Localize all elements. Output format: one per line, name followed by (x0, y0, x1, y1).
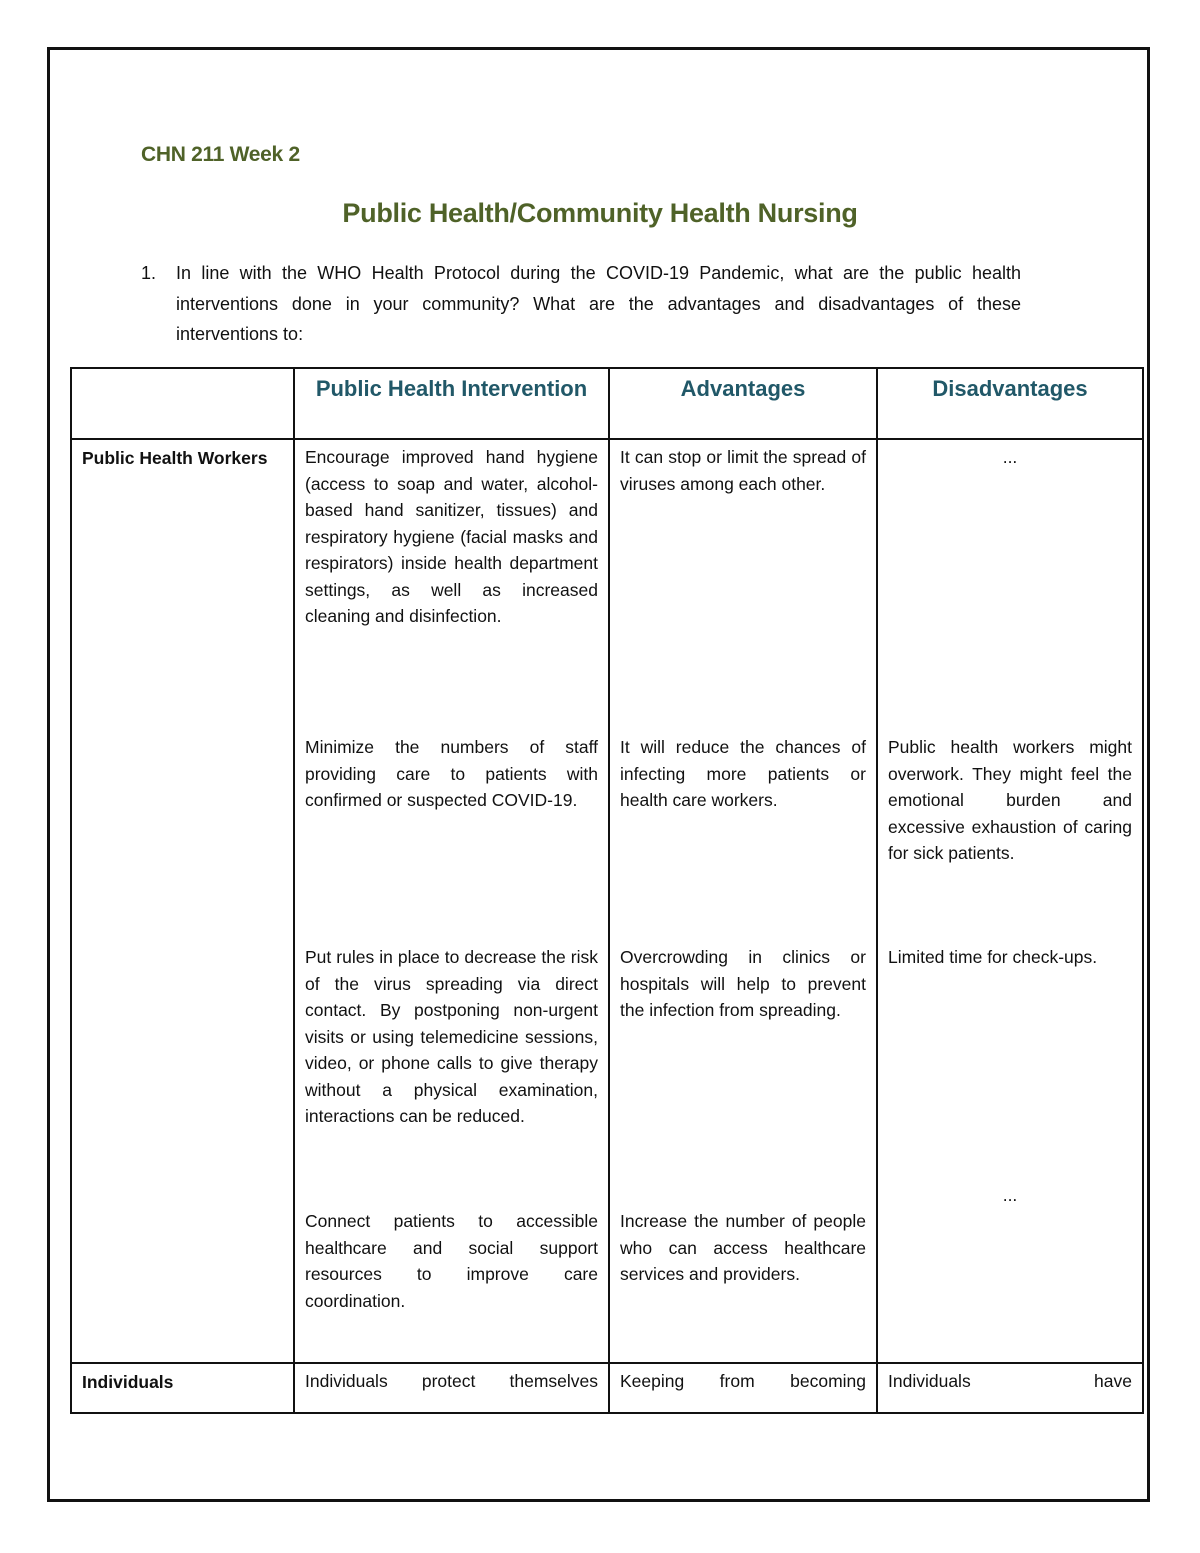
individuals-intervention: Individuals protect themselves (305, 1371, 598, 1391)
header-disadvantages: Disadvantages (877, 368, 1143, 439)
disadvantage-2: Public health workers might overwork. They might feel the emotional burden and excessive exhaustion of caring for sick patients. (888, 737, 1132, 863)
header-blank (71, 368, 294, 439)
row-label-cell (71, 439, 294, 1363)
intervention-1: Encourage improved hand hygiene (access to soap and water, alcohol-based hand sanitizer, tissues) and respiratory hygiene (facial masks and respirators) inside health department settings, as well as increased cleaning and disinfection. (305, 447, 598, 626)
row-label-individuals: Individuals (82, 1372, 174, 1392)
individuals-disadvantage: Individuals have (888, 1371, 1132, 1391)
row-label-cell (71, 1363, 294, 1413)
advantage-3: Overcrowding in clinics or hospitals will help to prevent the infection from spreading. (620, 947, 866, 1020)
disadvantage-4: ... (1002, 1185, 1018, 1205)
table-row-public-health-workers (71, 439, 1143, 1363)
question-text: In line with the WHO Health Protocol during the COVID-19 Pandemic, what are the public health interventions done in your community? What are the advantages and disadvantages of these interventions to: (176, 263, 1021, 344)
header-intervention: Public Health Intervention (294, 368, 609, 439)
advantage-4: Increase the number of people who can access healthcare services and providers. (620, 1211, 866, 1284)
individuals-advantage-cell (609, 1363, 877, 1413)
disadvantages-cell (877, 439, 1143, 1363)
question (141, 258, 1021, 350)
intervention-cell (294, 439, 609, 1363)
disadvantage-1: ... (1002, 447, 1018, 467)
disadvantage-3: Limited time for check-ups. (888, 947, 1098, 967)
advantage-2: It will reduce the chances of infecting more patients or health care workers. (620, 737, 866, 810)
page-title: Public Health/Community Health Nursing (342, 198, 858, 228)
table-row-individuals (71, 1363, 1143, 1413)
header-advantages: Advantages (609, 368, 877, 439)
individuals-advantage: Keeping from becoming (620, 1371, 866, 1391)
intervention-3: Put rules in place to decrease the risk of the virus spreading via direct contact. By postponing non-urgent visits or using telemedicine sessions, video, or phone calls to give therapy without a physical examination, interactions can be reduced. (305, 947, 598, 1126)
interventions-table (70, 367, 1144, 1414)
row-label-public-health-workers: Public Health Workers (82, 448, 268, 468)
individuals-disadvantage-cell (877, 1363, 1143, 1413)
course-label: CHN 211 Week 2 (141, 143, 300, 166)
intervention-2: Minimize the numbers of staff providing care to patients with confirmed or suspected COVID-19. (305, 737, 598, 810)
header-row (71, 368, 1143, 439)
intervention-4: Connect patients to accessible healthcare and social support resources to improve care coordination. (305, 1211, 598, 1311)
individuals-intervention-cell (294, 1363, 609, 1413)
advantages-cell (609, 439, 877, 1363)
advantage-1: It can stop or limit the spread of viruses among each other. (620, 447, 866, 494)
question-number: 1. (141, 263, 157, 283)
